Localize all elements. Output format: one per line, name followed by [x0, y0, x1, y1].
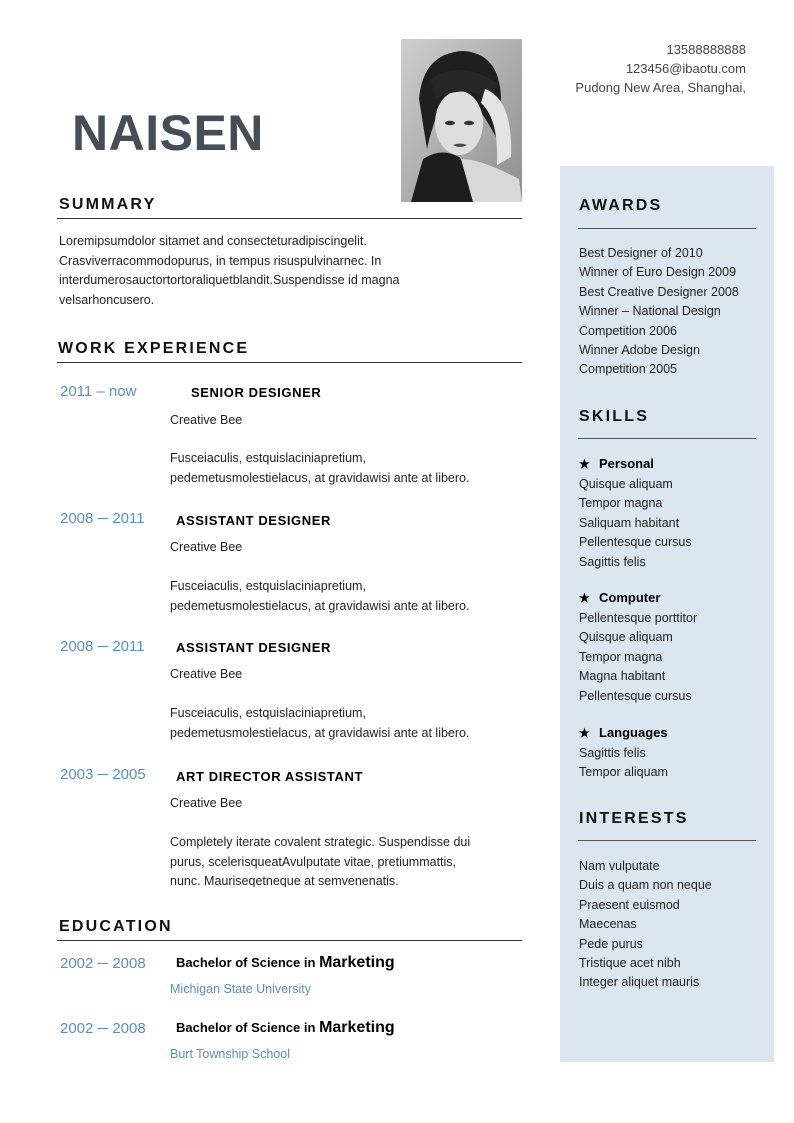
star-icon: ★ [579, 726, 590, 740]
summary-divider [57, 218, 522, 219]
skill-group-computer [579, 589, 759, 706]
skill-group-languages [579, 724, 759, 783]
phone-number: 13588888888 [666, 42, 746, 57]
interest-item: Praesent euismod [579, 897, 680, 912]
job-title: ASSISTANT DESIGNER [176, 640, 332, 655]
job-years: 2008 ─ 2011 [60, 510, 145, 527]
degree-title: Bachelor of Science in Marketing [176, 954, 395, 971]
profile-photo [401, 39, 522, 202]
skill-group-title: Computer [599, 590, 661, 605]
job-company: Creative Bee [170, 413, 243, 427]
awards-list [579, 244, 759, 380]
education-heading: EDUCATION [59, 918, 173, 935]
award-item: Competition 2006 [579, 323, 677, 338]
skill-item: Saliquam habitant [579, 515, 680, 530]
award-item: Best Creative Designer 2008 [579, 284, 739, 299]
award-item: Best Designer of 2010 [579, 246, 703, 260]
skill-item: Pellentesque cursus [579, 535, 692, 550]
job-years: 2011 – now [60, 383, 137, 400]
job-years: 2008 ─ 2011 [60, 638, 145, 655]
skill-item: Pellentesque cursus [579, 688, 692, 703]
education-divider [57, 940, 522, 941]
interest-item: Integer aliquet mauris [579, 975, 700, 990]
interests-divider [578, 840, 756, 841]
skill-group-personal [579, 455, 759, 572]
candidate-name: NAISEN [72, 105, 264, 161]
interests-heading: INTERESTS [579, 810, 689, 827]
skills-divider [578, 438, 756, 439]
skill-item: Quisque aliquam [579, 477, 673, 491]
address: Pudong New Area, Shanghai, [575, 80, 746, 95]
work-divider [57, 362, 522, 363]
interest-item: Tristique acet nibh [579, 956, 681, 971]
interest-item: Duis a quam non neque [579, 878, 712, 893]
skill-group-title: Personal [599, 456, 654, 471]
star-icon: ★ [579, 591, 590, 605]
education-years: 2002 ─ 2008 [60, 1020, 146, 1037]
awards-divider [578, 228, 756, 229]
skills-heading: SKILLS [579, 408, 650, 425]
skill-item: Quisque aliquam [579, 630, 673, 645]
job-description: Fusceiaculis, estquislaciniapretium, pedemetusmolestielacus, at gravidawisi ante at libero. [170, 579, 470, 613]
skill-item: Magna habitant [579, 669, 666, 684]
award-item: Winner of Euro Design 2009 [579, 265, 737, 280]
job-company: Creative Bee [170, 667, 243, 681]
skill-item: Tempor magna [579, 496, 663, 511]
job-title: ASSISTANT DESIGNER [176, 513, 332, 528]
interests-list [579, 857, 759, 993]
job-description: Fusceiaculis, estquislaciniapretium, pedemetusmolestielacus, at gravidawisi ante at libero. [170, 706, 470, 740]
job-company: Creative Bee [170, 540, 243, 554]
award-item: Competition 2005 [579, 362, 677, 377]
interest-item: Pede purus [579, 936, 643, 951]
skill-item: Tempor aliquam [579, 765, 668, 780]
skill-item: Sagittis felis [579, 554, 646, 569]
degree-title: Bachelor of Science in Marketing [176, 1019, 395, 1036]
interest-item: Nam vulputate [579, 859, 660, 873]
work-experience-heading: WORK EXPERIENCE [58, 340, 250, 357]
skill-group-title: Languages [599, 725, 668, 740]
email-address: 123456@ibaotu.com [625, 61, 746, 76]
job-title: ART DIRECTOR ASSISTANT [176, 769, 364, 784]
awards-heading: AWARDS [579, 197, 663, 214]
job-years: 2003 ─ 2005 [60, 766, 146, 783]
school-name: Burt Township School [170, 1047, 290, 1061]
job-description: Fusceiaculis, estquislaciniapretium, pedemetusmolestielacus, at gravidawisi ante at libero. [170, 451, 470, 485]
summary-heading: SUMMARY [59, 196, 157, 213]
contact-block [575, 40, 746, 97]
job-description: Completely iterate covalent strategic. Suspendisse dui purus, scelerisqueatAvulputate vitae, pretiummattis, nunc. Mauriseqetneque at semvenenatis. [170, 835, 471, 887]
skill-item: Sagittis felis [579, 746, 646, 760]
award-item: Winner – National Design [579, 304, 721, 319]
interest-item: Maecenas [579, 917, 637, 932]
school-name: Michigan State University [170, 982, 312, 996]
star-icon: ★ [579, 457, 590, 471]
skill-item: Pellentesque porttitor [579, 611, 698, 625]
skill-item: Tempor magna [579, 649, 663, 664]
award-item: Winner Adobe Design [579, 343, 700, 358]
job-company: Creative Bee [170, 796, 243, 810]
summary-text: Loremipsumdolor sitamet and consecteturadipiscingelit. Crasviverracommodopurus, in tempus risuspulvinarnec. In interdumerosauctortortoraliquetblandit.Suspendisse id magna velsarhoncusero. [59, 234, 400, 307]
job-title: SENIOR DESIGNER [191, 385, 322, 400]
education-years: 2002 ─ 2008 [60, 955, 146, 972]
